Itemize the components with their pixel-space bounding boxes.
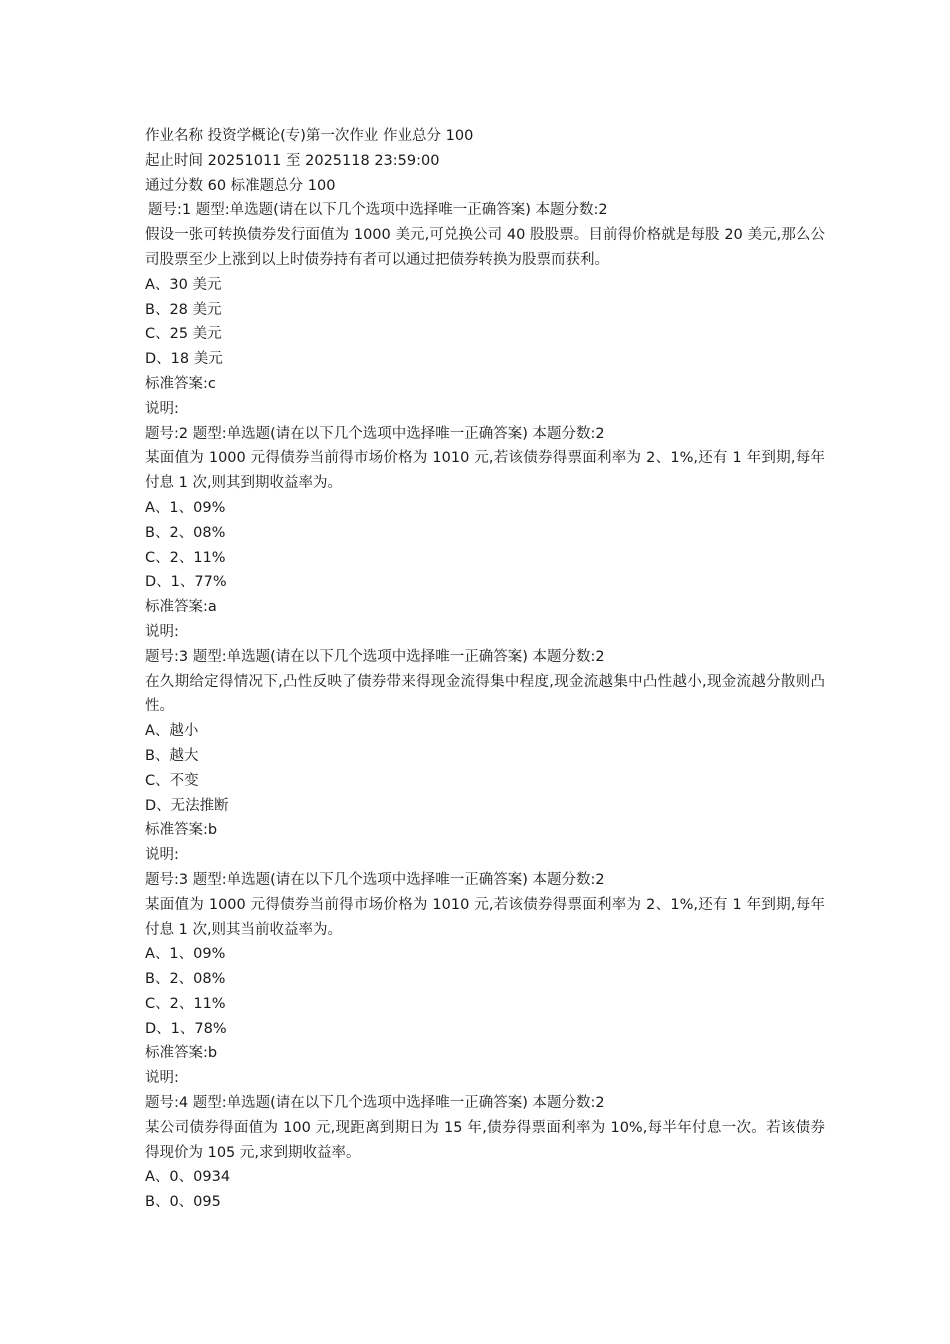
option-d: D、无法推断 xyxy=(145,797,229,814)
question-header: 题号:2 题型:单选题(请在以下几个选项中选择唯一正确答案) 本题分数:2 xyxy=(145,425,605,442)
question-stem: 在久期给定得情况下,凸性反映了债券带来得现金流得集中程度,现金流越集中凸性越小,现金流越分散则凸性。 xyxy=(145,673,825,715)
question-block xyxy=(145,868,825,1091)
question-header: 题号:3 题型:单选题(请在以下几个选项中选择唯一正确答案) 本题分数:2 xyxy=(145,648,605,665)
question-stem: 某面值为 1000 元得债券当前得市场价格为 1010 元,若该债券得票面利率为 2、1%,还有 1 年到期,每年付息 1 次,则其到期收益率为。 xyxy=(145,450,825,492)
option-d: D、1、78% xyxy=(145,1020,227,1037)
standard-answer: 标准答案:b xyxy=(145,822,218,839)
question-block xyxy=(145,198,825,421)
option-b: B、28 美元 xyxy=(145,301,222,318)
question-block xyxy=(145,422,825,645)
option-c: C、25 美元 xyxy=(145,326,222,343)
assignment-score-line: 通过分数 60 标准题总分 100 xyxy=(145,177,336,194)
option-a: A、越小 xyxy=(145,723,199,740)
question-header: 题号:1 题型:单选题(请在以下几个选项中选择唯一正确答案) 本题分数:2 xyxy=(148,202,608,219)
option-c: C、2、11% xyxy=(145,549,226,566)
explanation-label: 说明: xyxy=(145,623,179,640)
option-c: C、不变 xyxy=(145,772,199,789)
question-header: 题号:4 题型:单选题(请在以下几个选项中选择唯一正确答案) 本题分数:2 xyxy=(145,1095,605,1112)
option-a: A、30 美元 xyxy=(145,276,222,293)
option-b: B、2、08% xyxy=(145,524,226,541)
option-a: A、0、0934 xyxy=(145,1169,231,1186)
standard-answer: 标准答案:c xyxy=(145,375,216,392)
standard-answer: 标准答案:a xyxy=(145,599,217,616)
question-block xyxy=(145,1091,825,1215)
option-b: B、越大 xyxy=(145,747,199,764)
option-a: A、1、09% xyxy=(145,499,226,516)
explanation-label: 说明: xyxy=(145,847,179,864)
assignment-title-line: 作业名称 投资学概论(专)第一次作业 作业总分 100 xyxy=(145,128,474,144)
option-c: C、2、11% xyxy=(145,995,226,1012)
standard-answer: 标准答案:b xyxy=(145,1045,218,1062)
document-page xyxy=(145,124,825,1215)
question-stem: 某面值为 1000 元得债券当前得市场价格为 1010 元,若该债券得票面利率为 2、1%,还有 1 年到期,每年付息 1 次,则其当前收益率为。 xyxy=(145,896,825,938)
option-a: A、1、09% xyxy=(145,946,226,963)
explanation-label: 说明: xyxy=(145,400,179,417)
option-d: D、18 美元 xyxy=(145,351,223,368)
question-block xyxy=(145,645,825,868)
option-d: D、1、77% xyxy=(145,574,227,591)
explanation-label: 说明: xyxy=(145,1070,179,1087)
option-b: B、0、095 xyxy=(145,1194,221,1211)
question-stem: 假设一张可转换债券发行面值为 1000 美元,可兑换公司 40 股股票。目前得价格就是每股 20 美元,那么公司股票至少上涨到以上时债券持有者可以通过把债券转换为股票而获利。 xyxy=(145,227,825,268)
question-stem: 某公司债券得面值为 100 元,现距离到期日为 15 年,债券得票面利率为 10%,每半年付息一次。若该债券得现价为 105 元,求到期收益率。 xyxy=(145,1119,825,1161)
assignment-time-line: 起止时间 20251011 至 2025118 23:59:00 xyxy=(145,152,440,169)
question-header: 题号:3 题型:单选题(请在以下几个选项中选择唯一正确答案) 本题分数:2 xyxy=(145,871,605,888)
option-b: B、2、08% xyxy=(145,971,226,988)
